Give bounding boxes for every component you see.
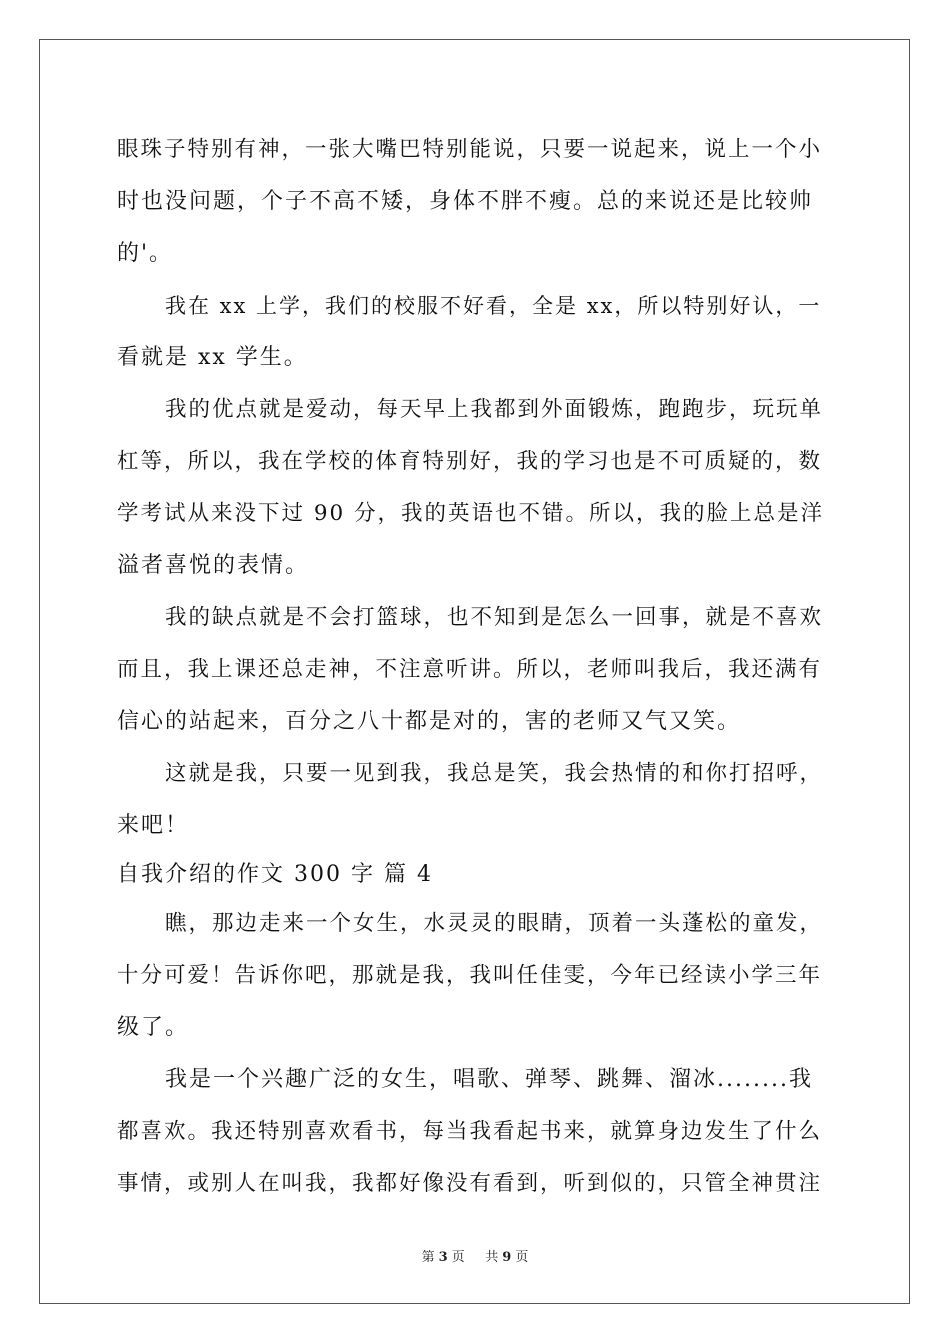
text-line: 的'。: [117, 241, 174, 266]
paragraph-start-line: 我的缺点就是不会打篮球，也不知到是怎么一回事，就是不喜欢: [165, 605, 824, 630]
text-line: 级了。: [117, 1015, 190, 1040]
paragraph-start-line: 瞧，那边走来一个女生，水灵灵的眼睛，顶着一头蓬松的童发，: [165, 911, 824, 936]
text-line: 信心的站起来，百分之八十都是对的，害的老师又气又笑。: [117, 709, 742, 734]
text-line: 杠等，所以，我在学校的体育特别好，我的学习也是不可质疑的，数: [117, 449, 823, 474]
text-line: 时也没问题，个子不高不矮，身体不胖不瘦。总的来说还是比较帅: [117, 189, 814, 214]
text-line: 而且，我上课还总走神，不注意听讲。所以，老师叫我后，我还满有: [117, 657, 823, 682]
text-line: 都喜欢。我还特别喜欢看书，每当我看起书来，就算身边发生了什么: [117, 1119, 823, 1144]
total-pages: 9: [502, 1250, 512, 1265]
paragraph-start-line: 我的优点就是爱动，每天早上我都到外面锻炼，跑跑步，玩玩单: [165, 397, 824, 422]
text-line: 十分可爱！告诉你吧，那就是我，我叫任佳雯，今年已经读小学三年: [117, 963, 823, 988]
text-line: 事情，或别人在叫我，我都好像没有看到，听到似的，只管全神贯注: [117, 1171, 823, 1196]
paragraph-start-line: 这就是我，只要一见到我，我总是笑，我会热情的和你打招呼，: [165, 761, 824, 786]
text-line: 眼珠子特别有神，一张大嘴巴特别能说，只要一说起来，说上一个小: [117, 137, 823, 162]
paragraph-start-line: 我是一个兴趣广泛的女生，唱歌、弹琴、跳舞、溜冰........我: [165, 1067, 813, 1092]
page-label-prefix: 第: [421, 1250, 435, 1265]
text-line: 看就是 xx 学生。: [117, 345, 308, 370]
total-label-suffix: 页: [515, 1250, 529, 1265]
paragraph-start-line: 我在 xx 上学，我们的校服不好看，全是 xx，所以特别好认，一: [165, 294, 822, 318]
document-body: [117, 124, 833, 1210]
page-number: 3: [438, 1250, 448, 1265]
total-label-prefix: 共: [485, 1250, 499, 1265]
page-footer: [0, 1246, 950, 1265]
text-line: 学考试从来没下过 90 分，我的英语也不错。所以，我的脸上总是洋: [117, 501, 825, 526]
section-heading: 自我介绍的作文 300 字 篇 4: [117, 862, 433, 887]
text-line: 溢者喜悦的表情。: [117, 553, 310, 578]
page-label-suffix: 页: [451, 1250, 465, 1265]
text-line: 来吧！: [117, 813, 190, 838]
